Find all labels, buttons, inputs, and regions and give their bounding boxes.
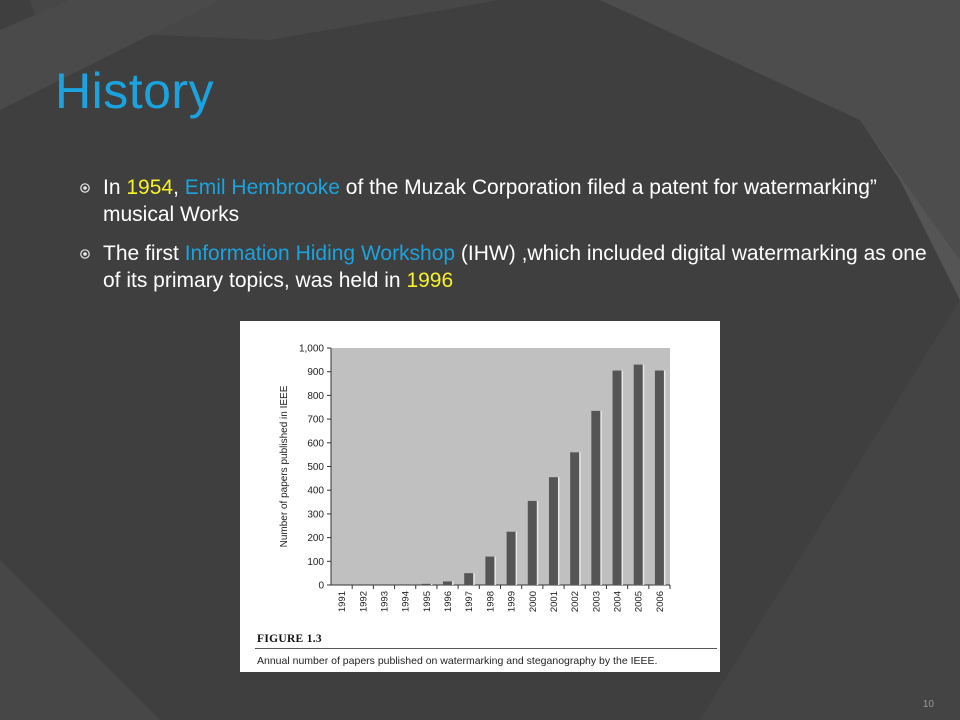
y-tick-label: 100 (307, 556, 324, 568)
bar (507, 532, 516, 585)
figure-caption: Annual number of papers published on watermarking and steganography by the IEEE. (257, 655, 658, 667)
caption-divider (255, 648, 717, 649)
x-tick-label: 2003 (591, 591, 603, 613)
circle-bullet-icon (80, 183, 90, 193)
x-tick-label: 1994 (400, 591, 412, 613)
y-tick-label: 1,000 (298, 343, 324, 355)
y-tick-label: 600 (307, 438, 324, 450)
bar (570, 452, 579, 585)
y-tick-label: 900 (307, 367, 324, 379)
bar (634, 365, 643, 585)
x-tick-label: 1996 (443, 591, 455, 613)
y-tick-label: 300 (307, 509, 324, 521)
x-tick-label: 1999 (506, 591, 518, 613)
bar (422, 584, 431, 585)
bullet-item (80, 174, 930, 228)
x-tick-label: 1991 (337, 591, 349, 613)
y-tick-label: 700 (307, 414, 324, 426)
x-tick-label: 2006 (654, 591, 666, 613)
text-run: of the Muzak Corporation filed a patent for watermarking” musical Works (103, 176, 877, 226)
figure-label: FIGURE 1.3 (257, 633, 322, 645)
y-axis-label: Number of papers published in IEEE (279, 385, 290, 548)
figure-image (240, 321, 720, 672)
x-tick-label: 1997 (464, 591, 476, 613)
slide-number: 10 (922, 699, 934, 710)
text-run: (IHW) ,which included digital watermarking as one of its primary topics, was held in (103, 242, 927, 292)
highlight-year: 1954 (126, 176, 174, 199)
x-tick-label: 1992 (358, 591, 370, 613)
x-tick-label: 2004 (612, 591, 624, 613)
bar (655, 371, 664, 585)
bar (443, 581, 452, 585)
circle-bullet-icon (80, 249, 90, 259)
bar (464, 573, 473, 585)
x-tick-label: 2002 (570, 591, 582, 613)
y-tick-label: 200 (307, 533, 324, 545)
bullet-text (103, 242, 927, 292)
x-tick-label: 2005 (633, 591, 645, 613)
bar-chart (240, 321, 720, 631)
x-tick-label: 1995 (421, 591, 433, 613)
bar (549, 477, 558, 585)
bullet-list (80, 174, 930, 306)
bar (591, 411, 600, 585)
bar (528, 501, 537, 585)
x-tick-label: 1993 (379, 591, 391, 613)
text-run: The first (103, 242, 185, 265)
y-tick-label: 400 (307, 485, 324, 497)
bullet-text (103, 176, 877, 226)
slide-title: History (55, 63, 215, 119)
text-run: , (173, 176, 185, 199)
text-run: In (103, 176, 127, 199)
highlight-year: 1996 (406, 269, 454, 292)
y-tick-label: 0 (318, 580, 324, 592)
highlight-name: Emil Hembrooke (184, 176, 340, 199)
y-tick-label: 800 (307, 390, 324, 402)
y-tick-label: 500 (307, 462, 324, 473)
x-tick-label: 2000 (527, 591, 539, 613)
bullet-item (80, 240, 930, 294)
x-tick-label: 1998 (485, 591, 497, 613)
highlight-workshop: Information Hiding Workshop (184, 242, 456, 265)
x-tick-label: 2001 (548, 591, 560, 613)
bar (485, 557, 494, 585)
bar (613, 371, 622, 585)
